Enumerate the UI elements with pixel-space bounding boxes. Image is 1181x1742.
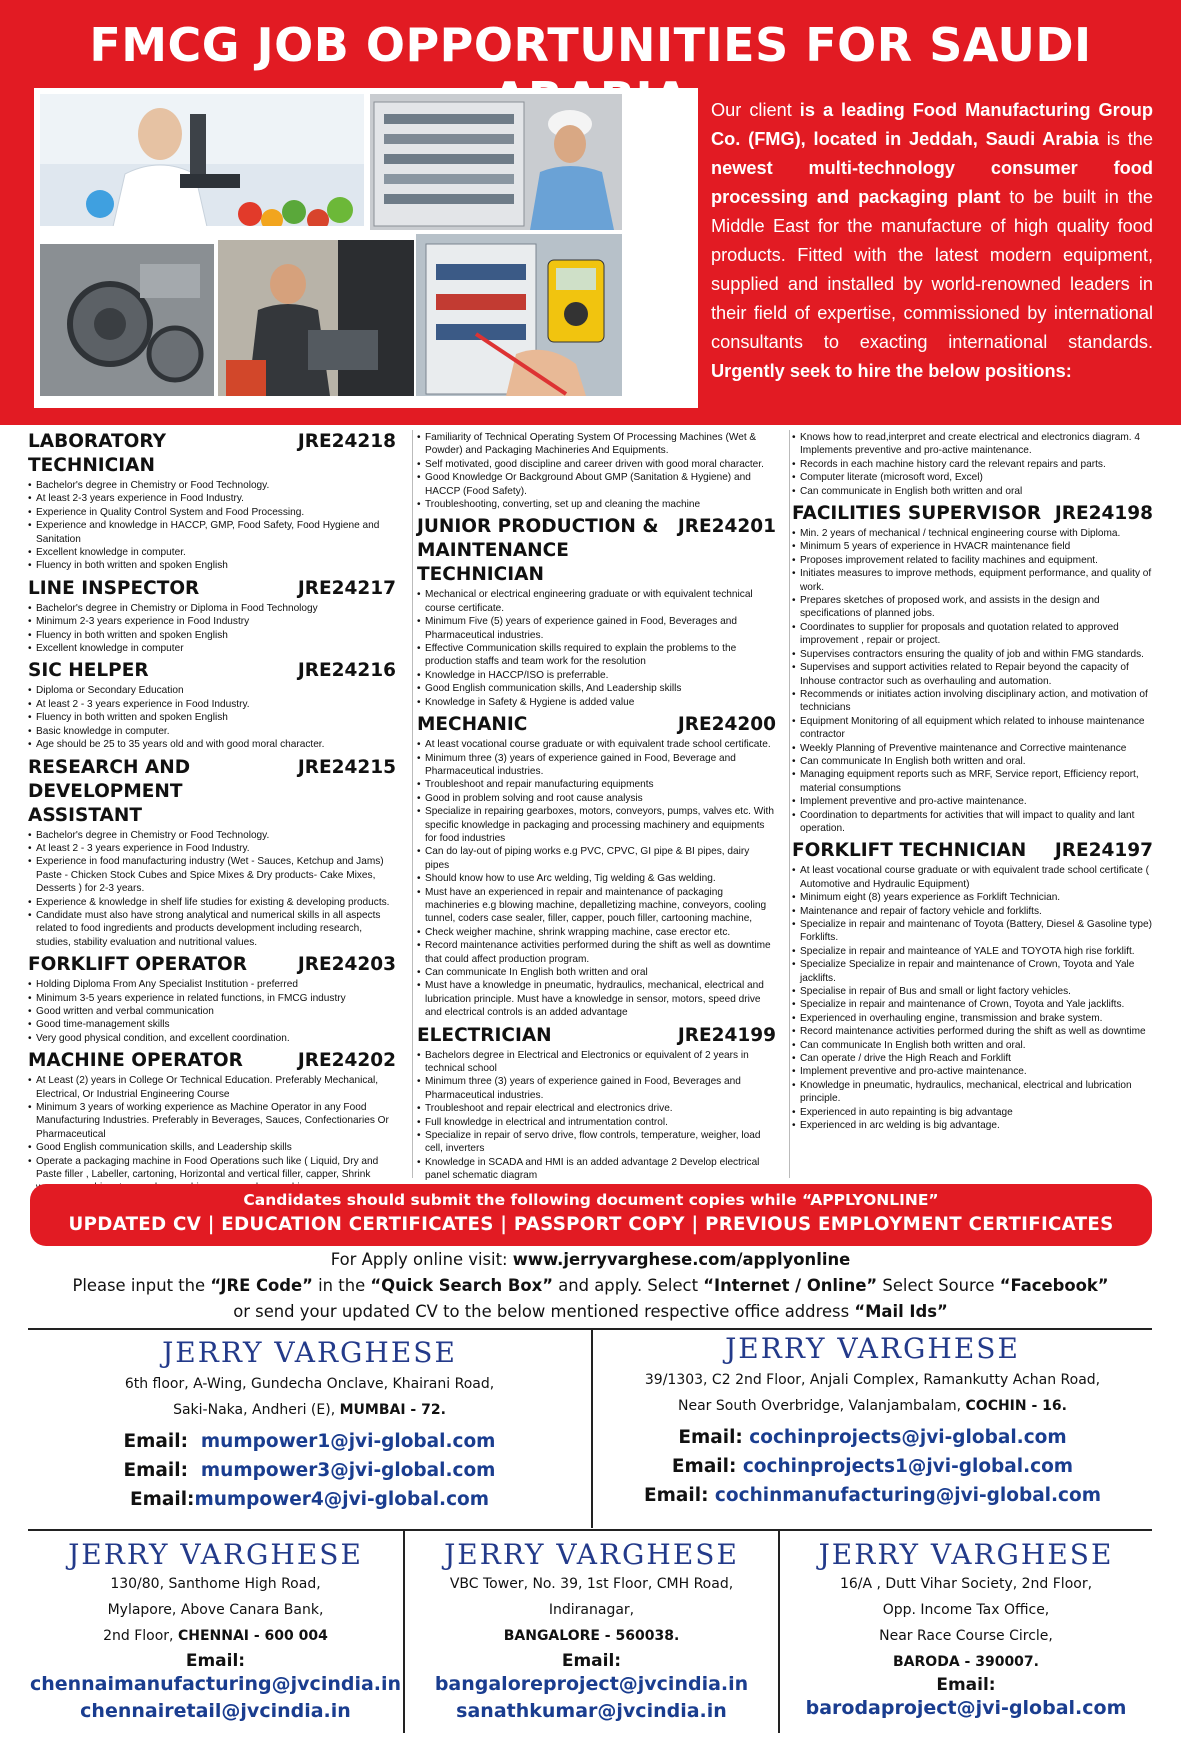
requirement-item: • Holding Diploma From Any Specialist Institution - preferred	[28, 978, 396, 991]
requirement-item: • Knowledge in HACCP/ISO is preferrable.	[417, 669, 776, 682]
requirement-item: • Check weigher machine, shrink wrapping machine, case erector etc.	[417, 926, 776, 939]
header-section	[0, 0, 1181, 425]
job-code: JRE24201	[677, 516, 776, 538]
email-link[interactable]: chennairetail@jvcindia.in	[80, 1700, 351, 1722]
requirements-list	[28, 829, 396, 950]
requirement-item: • Specialize in repair and mainteance of YALE and TOYOTA high rise forklift.	[792, 945, 1153, 958]
office-address-line: 39/1303, C2 2nd Floor, Anjali Complex, Ramankutty Achan Road,	[644, 1372, 1101, 1388]
job-posting	[417, 713, 776, 1020]
requirement-item: • Knows how to read,interpret and create electrical and electronics diagram. 4 Implements preventive and pro-active maintenance.	[792, 431, 1153, 458]
requirement-item: • Good Knowledge Or Background About GMP (Sanitation & Hygiene) and HACCP (Food Safety).	[417, 471, 776, 498]
banner-documents-list: UPDATED CV | EDUCATION CERTIFICATES | PASSPORT COPY | PREVIOUS EMPLOYMENT CERTIFICATES	[68, 1214, 1114, 1235]
requirement-item: • Can communicate In English both written and oral.	[792, 1039, 1153, 1052]
requirement-item: • Minimum 3 years of working experience as Machine Operator in any Food Manufacturing Industries. Preferably in Beverages, Sauces, Confectionaries Or Pharmaceutical	[28, 1101, 396, 1141]
email-row	[593, 1481, 1152, 1510]
requirement-item: • Fluency in both written and spoken English	[28, 711, 396, 724]
apply-online-line	[0, 1250, 1181, 1269]
job-code: JRE24218	[297, 431, 396, 452]
job-title-text: SIC HELPER	[28, 660, 149, 682]
requirement-item: • Coordinates to supplier for proposals and quotation related to approved improvement , repair or project.	[792, 621, 1153, 648]
photo-mechanic	[218, 240, 414, 396]
requirement-item: • Must have a knowledge in pneumatic, hydraulics, mechanical, electrical and lubrication principle. Must have a knowledge in sensor, motors, speed drive and electrical controls is an added advantage	[417, 979, 776, 1019]
email-row	[593, 1452, 1152, 1481]
office-city: BANGALORE - 560038.	[503, 1628, 680, 1644]
requirements-list	[417, 431, 776, 511]
requirement-item: • Troubleshooting, converting, set up and cleaning the machine	[417, 498, 776, 511]
requirement-item: • Min. 2 years of mechanical / technical engineering course with Diploma.	[792, 527, 1153, 540]
requirement-item: • Minimum eight (8) years experience as Forklift Technician.	[792, 891, 1153, 904]
requirement-item: • Minimum 2-3 years experience in Food Industry	[28, 615, 396, 628]
job-title-text: LABORATORY TECHNICIAN	[28, 431, 167, 476]
requirements-list	[28, 602, 396, 656]
requirement-item: • Recommends or initiates action involving disciplinary action, and motivation of technicians	[792, 688, 1153, 715]
email-link[interactable]: cochinprojects@jvi-global.com	[749, 1427, 1067, 1448]
requirement-item: • Minimum 3-5 years experience in related functions, in FMCG industry	[28, 992, 396, 1005]
requirements-list	[417, 738, 776, 1020]
requirement-item: • Fluency in both written and spoken English	[28, 559, 396, 572]
requirement-item: • Supervises contractors ensuring the quality of job and within FMG standards.	[792, 648, 1153, 661]
requirement-item: • At least vocational course graduate or with equivalent trade school certificate.	[417, 738, 776, 751]
requirement-item: • Can communicate in English both written and oral	[792, 485, 1153, 498]
job-title	[28, 659, 396, 683]
requirement-item: • Must have an experienced in repair and maintenance of packaging machineries e.g blowing machine, depalletizing machine, conveyors, cooling tunnel, coders case sealer, filler, capper, pouch filler, cartooning machine,	[417, 886, 776, 926]
requirement-item: • Troubleshoot and repair manufacturing equipments	[417, 778, 776, 791]
requirement-item: • Can communicate In English both written and oral	[417, 966, 776, 979]
job-title-text: MECHANIC	[417, 714, 528, 736]
email-label: Email:	[671, 1456, 737, 1477]
requirement-item: • Can do lay-out of piping works e.g PVC, CPVC, GI pipe & BI pipes, dairy pipes	[417, 845, 776, 872]
job-code: JRE24200	[677, 714, 776, 736]
requirement-item: • Experienced in auto repainting is big advantage	[792, 1106, 1153, 1119]
requirement-item: • Prepares sketches of proposed work, and assists in the design and specifications of planned jobs.	[792, 594, 1153, 621]
photo-electrician	[416, 234, 622, 396]
apply-text: in the	[312, 1276, 371, 1295]
office-city: BARODA - 390007.	[893, 1654, 1039, 1670]
requirement-item: • Can operate / drive the High Reach and Forklift	[792, 1052, 1153, 1065]
email-row	[28, 1456, 591, 1485]
office-address-line	[28, 1623, 403, 1649]
job-code: JRE24197	[1054, 840, 1153, 862]
email-label: Email:	[561, 1651, 622, 1671]
job-title-text: MACHINE OPERATOR	[28, 1050, 243, 1072]
requirement-item: • Diploma or Secondary Education	[28, 684, 396, 697]
office-address-line: Near Race Course Circle,	[879, 1628, 1053, 1644]
requirement-item: • Initiates measures to improve methods, equipment performance, and quality of work.	[792, 567, 1153, 594]
intro-part: is the	[1098, 129, 1153, 149]
apply-text: or send your updated CV to the below mentioned respective office address	[233, 1302, 855, 1321]
photo-lab-scientist	[40, 94, 364, 240]
requirement-item: • Familiarity of Technical Operating System Of Processing Machines (Wet & Powder) and Packaging Machineries And Equipments.	[417, 431, 776, 458]
email-label: Email:	[185, 1651, 246, 1671]
requirement-item: • Specialize in repair and maintenanc of Toyota (Battery, Diesel & Gasoline type) Forklifts.	[792, 918, 1153, 945]
requirement-item: • Bachelor's degree in Chemistry or Diploma in Food Technology	[28, 602, 396, 615]
email-link[interactable]: cochinprojects1@jvi-global.com	[742, 1456, 1074, 1477]
requirement-item: • Experience in Quality Control System and Food Processing.	[28, 506, 396, 519]
requirement-item: • Age should be 25 to 35 years old and with good moral character.	[28, 738, 396, 751]
apply-text: For Apply online visit:	[330, 1250, 513, 1269]
requirement-item: • Computer literate (microsoft word, Excel)	[792, 471, 1153, 484]
apply-bold: “Internet / Online”	[703, 1276, 878, 1295]
documents-banner	[30, 1184, 1152, 1246]
requirement-item: • Record maintenance activities performed during the shift as well as downtime that could affect production program.	[417, 939, 776, 966]
requirement-item: • Good English communication skills, And Leadership skills	[417, 682, 776, 695]
requirement-item: • Good time-management skills	[28, 1018, 396, 1031]
intro-part: Our client	[711, 100, 800, 120]
requirement-item: • Experience & knowledge in shelf life studies for existing & developing products.	[28, 896, 396, 909]
requirements-list	[417, 588, 776, 709]
requirement-item: • Self motivated, good discipline and career driven with good moral character.	[417, 458, 776, 471]
divider	[28, 1328, 1152, 1330]
office-cochin	[593, 1332, 1152, 1510]
email-row	[593, 1423, 1152, 1452]
job-title	[792, 502, 1153, 526]
requirement-item: • Maintenance and repair of factory vehicle and forklifts.	[792, 905, 1153, 918]
requirement-item: • Specialize in repair of servo drive, flow controls, temperature, weigher, load cell, inverters	[417, 1129, 776, 1156]
apply-text: and apply. Select	[552, 1276, 704, 1295]
requirement-item: • At least 2 - 3 years experience in Food Industry.	[28, 842, 396, 855]
requirement-item: • Supervises and support activities related to Repair beyond the capacity of Inhouse contractor such as overhauling and automation.	[792, 661, 1153, 688]
email-link[interactable]: cochinmanufacturing@jvi-global.com	[714, 1485, 1102, 1506]
job-title	[417, 713, 776, 737]
apply-bold: “Facebook”	[999, 1276, 1109, 1295]
email-link[interactable]: mumpower1@jvi-global.com	[200, 1431, 496, 1452]
intro-bold-part: newest multi-technology consumer food processing and packaging plant	[711, 158, 1153, 207]
email-label: Email:	[123, 1460, 188, 1481]
job-title	[28, 577, 396, 601]
job-code: JRE24216	[297, 660, 396, 682]
requirement-item: • Candidate must also have strong analytical and numerical skills in all aspects related to food ingredients and products development including research, studies, stability evaluation and nutritional values.	[28, 909, 396, 949]
email-link[interactable]: mumpower3@jvi-global.com	[200, 1460, 496, 1481]
requirement-item: • Specialize in repair and maintenance of Crown, Toyota and Yale jacklifts.	[792, 998, 1153, 1011]
office-address-line: VBC Tower, No. 39, 1st Floor, CMH Road,	[449, 1576, 734, 1592]
requirement-item: • Experienced in overhauling engine, transmission and brake system.	[792, 1012, 1153, 1025]
requirement-item: • Proposes improvement related to facility machines and equipment.	[792, 554, 1153, 567]
job-posting	[28, 659, 396, 751]
requirement-item: • Knowledge in pneumatic, hydraulics, mechanical, electrical and lubrication principle.	[792, 1079, 1153, 1106]
apply-bold: “Mail Ids”	[854, 1302, 948, 1321]
requirement-item: • Minimum 5 years of experience in HVACR maintenance field	[792, 540, 1153, 553]
requirement-item: • Knowledge in SCADA and HMI is an added advantage 2 Develop electrical panel schematic diagram	[417, 1156, 776, 1183]
job-title	[28, 756, 396, 828]
office-city: CHENNAI - 600 004	[177, 1628, 328, 1644]
office-address-line	[593, 1393, 1152, 1419]
office-address-line: 130/80, Santhome High Road,	[110, 1576, 321, 1592]
requirement-item: • Implement preventive and pro-active maintenance.	[792, 795, 1153, 808]
requirement-item: • At least 2-3 years experience in Food Industry.	[28, 492, 396, 505]
requirement-item: • Implement preventive and pro-active maintenance.	[792, 1065, 1153, 1078]
requirement-item: • Knowledge in Safety & Hygiene is added value	[417, 696, 776, 709]
job-posting	[792, 839, 1153, 1132]
requirement-item: • Record maintenance activities performed during the shift as well as downtime	[792, 1025, 1153, 1038]
requirement-item: • Full knowledge in electrical and intrumentation control.	[417, 1116, 776, 1129]
job-code: JRE24203	[297, 954, 396, 976]
email-row	[28, 1427, 591, 1456]
requirement-item: • Good in problem solving and root cause analysis	[417, 792, 776, 805]
job-title-text: ELECTRICIAN	[417, 1024, 552, 1046]
job-posting	[28, 430, 396, 573]
requirement-item: • Minimum three (3) years of experience gained in Food, Beverages and Pharmaceutical industries.	[417, 1075, 776, 1102]
apply-bold: “JRE Code”	[210, 1276, 313, 1295]
job-posting	[28, 577, 396, 656]
banner-instruction: Candidates should submit the following document copies while “APPLYONLINE”	[243, 1191, 939, 1209]
requirements-list	[417, 1049, 776, 1183]
office-address-line: 6th floor, A-Wing, Gundecha Onclave, Khairani Road,	[124, 1376, 495, 1392]
apply-bold: “Quick Search Box”	[370, 1276, 553, 1295]
office-baroda	[780, 1538, 1152, 1722]
requirements-list	[28, 684, 396, 751]
email-link[interactable]: barodaproject@jvi-global.com	[805, 1697, 1127, 1719]
requirement-item: • Specialize Specialize in repair and maintenance of Crown, Toyota and Yale jacklifts.	[792, 958, 1153, 985]
email-label: Email:	[643, 1485, 709, 1506]
requirement-item: • Bachelors degree in Electrical and Electronics or equivalent of 2 years in technical school	[417, 1049, 776, 1076]
office-city: COCHIN - 16.	[965, 1398, 1067, 1414]
requirement-item: • Effective Communication skills required to explain the problems to the production staffs and team work for the resolution	[417, 642, 776, 669]
office-mumbai	[28, 1336, 591, 1514]
requirement-item: • Specialise in repair of Bus and small or light factory vehicles.	[792, 985, 1153, 998]
photo-collage	[34, 88, 698, 408]
requirement-item: • Experience in food manufacturing industry (Wet - Sauces, Ketchup and Jams) Paste - Chicken Stock Cubes and Spice Mixes & Dry products- Cake Mixes, Desserts ) for 2-3 years.	[28, 855, 396, 895]
requirement-item: • Can communicate In English both written and oral.	[792, 755, 1153, 768]
office-address-line: Mylapore, Above Canara Bank,	[107, 1602, 324, 1618]
job-code: JRE24198	[1054, 503, 1153, 525]
requirement-item: • Very good physical condition, and excellent coordination.	[28, 1032, 396, 1045]
email-link[interactable]: sanathkumar@jvcindia.in	[456, 1700, 727, 1722]
offices-section	[28, 1328, 1152, 1733]
apply-text: Please input the	[72, 1276, 211, 1295]
company-logo-text: JERRY VARGHESE	[818, 1538, 1114, 1571]
requirement-item: • Minimum Five (5) years of experience gained in Food, Beverages and Pharmaceutical industries.	[417, 615, 776, 642]
requirement-item: • Bachelor's degree in Chemistry or Food Technology.	[28, 829, 396, 842]
email-label: Email:	[129, 1489, 195, 1510]
job-posting	[417, 1024, 776, 1183]
job-posting	[28, 756, 396, 950]
apply-url-link[interactable]: www.jerryvarghese.com/applyonline	[512, 1250, 851, 1269]
email-label: Email:	[123, 1431, 188, 1452]
requirement-item: • Excellent knowledge in computer.	[28, 546, 396, 559]
office-city: MUMBAI - 72.	[339, 1402, 446, 1418]
email-label: Email:	[936, 1675, 996, 1695]
requirement-item: • Minimum three (3) years of experience gained in Food, Beverage and Pharmaceutical industries.	[417, 752, 776, 779]
requirements-list	[28, 479, 396, 573]
job-title	[417, 515, 776, 587]
requirements-list	[792, 527, 1153, 835]
requirement-item: • Good written and verbal communication	[28, 1005, 396, 1018]
intro-part: to be built in the Middle East for the manufacture of high quality food products. Fitted with the latest modern equipment, supplied and installed by world-renowned leaders in their field of expertise, commissioned by international consultants to exacting international standards.	[711, 187, 1154, 352]
job-posting	[28, 953, 396, 1045]
job-title	[28, 1049, 396, 1073]
jobs-column-1	[28, 430, 396, 1212]
send-cv-instruction	[0, 1302, 1181, 1321]
requirement-item: • Bachelor's degree in Chemistry or Food Technology.	[28, 479, 396, 492]
email-label: Email:	[678, 1427, 743, 1448]
intro-bold-part: is a leading Food Manufacturing Group Co. (FMG), located in Jeddah, Saudi Arabia	[711, 100, 1153, 149]
job-title	[28, 430, 396, 478]
job-title-text: FORKLIFT OPERATOR	[28, 954, 247, 976]
office-bangalore	[405, 1538, 778, 1725]
requirement-item: • Records in each machine history card the relevant repairs and parts.	[792, 458, 1153, 471]
requirement-item: • At least 2 - 3 years experience in Food Industry.	[28, 698, 396, 711]
office-address-text: Saki-Naka, Andheri (E),	[173, 1402, 340, 1418]
job-title-text: JUNIOR PRODUCTION & MAINTENANCE TECHNICIAN	[417, 516, 659, 586]
requirement-item: • Experience and knowledge in HACCP, GMP, Food Safety, Food Hygiene and Sanitation	[28, 519, 396, 546]
requirement-item: • Operate a packaging machine in Food Operations such like ( Liquid, Dry and Paste filler , Labeller, cartoning, Horizontal and vertical filler, capper, Shrink	[28, 1155, 396, 1209]
requirement-item: • Coordination to departments for activities that will impact to quality and lant operation.	[792, 809, 1153, 836]
job-title	[417, 1024, 776, 1048]
job-title-text: RESEARCH AND DEVELOPMENT ASSISTANT	[28, 756, 191, 826]
office-address-text: 2nd Floor,	[103, 1628, 178, 1644]
job-title-text: LINE INSPECTOR	[28, 577, 200, 599]
requirement-item: • Mechanical or electrical engineering graduate or with equivalent technical course certificate.	[417, 588, 776, 615]
jobs-column-2	[412, 430, 776, 1182]
page-title: FMCG JOB OPPORTUNITIES FOR SAUDI	[89, 18, 1092, 72]
requirements-list	[28, 978, 396, 1045]
email-link[interactable]: chennaimanufacturing@jvcindia.in	[29, 1673, 402, 1695]
office-address-line: Indiranagar,	[548, 1602, 635, 1618]
requirement-item: • At least vocational course graduate or with equivalent trade school certificate ( Automotive and Hydraulic Equipment)	[792, 864, 1153, 891]
requirements-list	[792, 431, 1153, 498]
requirement-item: • Should know how to use Arc welding, Tig welding & Gas welding.	[417, 872, 776, 885]
requirement-item: • Good English communication skills, and Leadership skills	[28, 1141, 396, 1154]
job-title	[792, 839, 1153, 863]
job-title-text: FACILITIES SUPERVISOR	[792, 503, 1042, 525]
requirement-item: • Excellent knowledge in computer	[28, 642, 396, 655]
intro-bold-part: Urgently seek to hire the below positions:	[711, 361, 1072, 381]
requirement-item: • Managing equipment reports such as MRF, Service report, Efficiency report, material consumptions	[792, 768, 1153, 795]
job-title-text: FORKLIFT TECHNICIAN	[792, 840, 1027, 862]
job-code: JRE24202	[297, 1050, 396, 1072]
office-address-line: Opp. Income Tax Office,	[882, 1602, 1050, 1618]
office-address-text: Near South Overbridge, Valanjambalam,	[678, 1398, 966, 1414]
requirement-item: • Weekly Planning of Preventive maintenance and Corrective maintenance	[792, 742, 1153, 755]
office-address-line	[28, 1397, 591, 1423]
requirement-item: • Fluency in both written and spoken English	[28, 629, 396, 642]
divider	[28, 1529, 1152, 1531]
apply-text: Select Source	[877, 1276, 1000, 1295]
office-chennai	[28, 1538, 403, 1725]
requirement-item: • Specialize in repairing gearboxes, motors, conveyors, pumps, valves etc. With specific knowledge in packaging and processing machinery and equipments for food industries	[417, 805, 776, 845]
requirement-item: • Experienced in arc welding is big advantage.	[792, 1119, 1153, 1132]
job-code: JRE24217	[297, 577, 396, 599]
requirement-item: • Troubleshoot and repair electrical and electronics drive.	[417, 1102, 776, 1115]
jre-code-instruction	[0, 1276, 1181, 1295]
email-row	[28, 1485, 591, 1514]
requirement-item: • Equipment Monitoring of all equipment which related to inhouse maintenance contractor	[792, 715, 1153, 742]
requirements-list	[792, 864, 1153, 1132]
photo-gearbox	[40, 244, 214, 396]
jobs-column-3	[789, 430, 1153, 1178]
job-code: JRE24199	[677, 1024, 776, 1046]
company-logo-text: JERRY VARGHESE	[725, 1332, 1020, 1365]
requirement-item: • Basic knowledge in computer.	[28, 725, 396, 738]
email-link[interactable]: mumpower4@jvi-global.com	[194, 1489, 490, 1510]
email-link[interactable]: bangaloreproject@jvcindia.in	[434, 1673, 749, 1695]
requirement-item: • At Least (2) years in College Or Technical Education. Preferably Mechanical, Electrical, Or Industrial Engineering Course	[28, 1074, 396, 1101]
intro-text	[711, 96, 1153, 386]
photo-engineer-panel	[370, 94, 622, 230]
job-posting	[792, 502, 1153, 835]
company-logo-text: JERRY VARGHESE	[444, 1538, 739, 1571]
job-code: JRE24215	[297, 756, 396, 778]
job-posting	[417, 515, 776, 709]
company-logo-text: JERRY VARGHESE	[162, 1336, 457, 1369]
company-logo-text: JERRY VARGHESE	[68, 1538, 363, 1571]
job-title	[28, 953, 396, 977]
office-address-line: 16/A , Dutt Vihar Society, 2nd Floor,	[839, 1576, 1093, 1592]
